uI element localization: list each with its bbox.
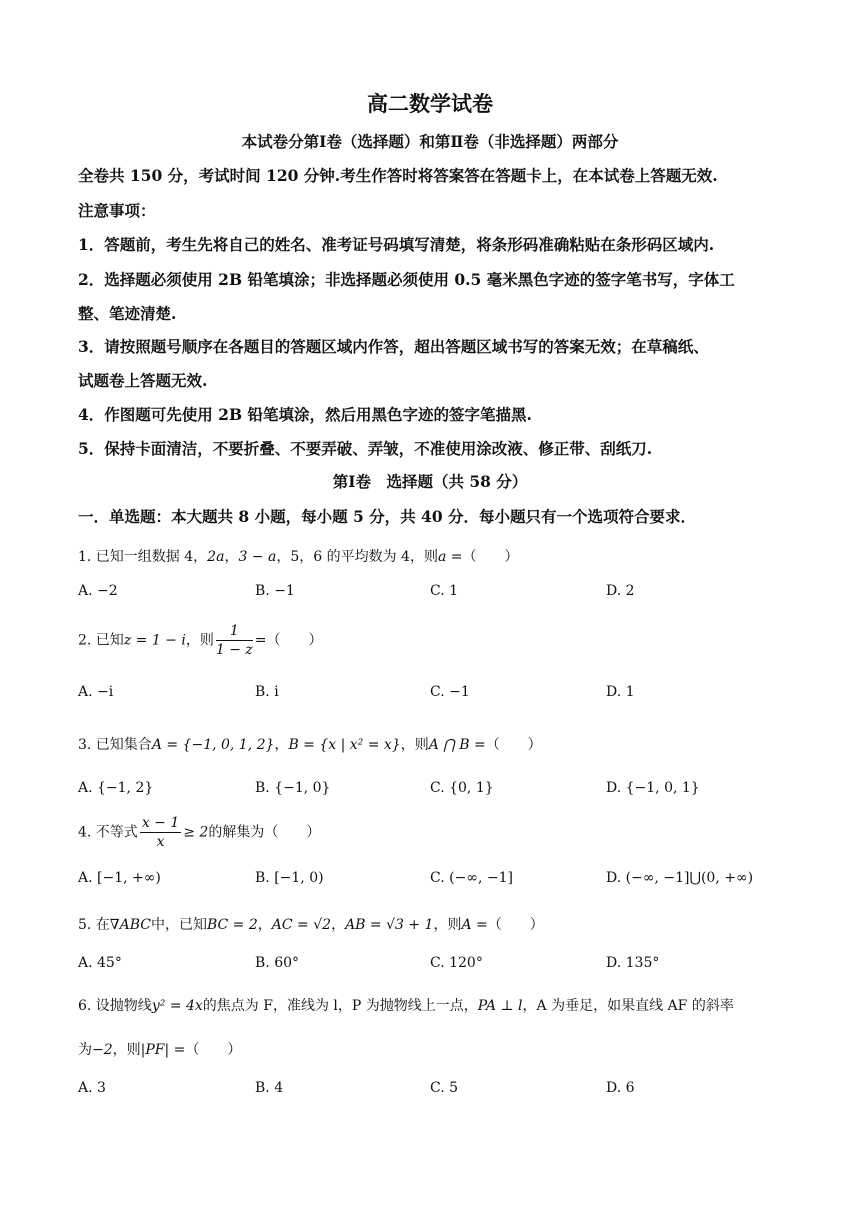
q6-math-3: −2 [92, 1042, 113, 1058]
q4-fraction-denominator: x [156, 834, 165, 850]
q2-option-b: B. i [255, 684, 279, 700]
q6-option-c: C. 5 [430, 1080, 459, 1096]
note-3-line2: 试题卷上答题无效. [78, 371, 208, 390]
q2-stem-b: ，则 [185, 632, 214, 649]
q6-stem-a: 6. 设抛物线 [78, 998, 152, 1014]
q5-math-5: A = [461, 917, 488, 933]
q5-option-a: A. 45° [78, 955, 122, 971]
q6-options [78, 1080, 790, 1102]
q5-option-c: C. 120° [430, 955, 483, 971]
q2-math-1: z = 1 − i [123, 632, 186, 649]
q1-option-c: C. 1 [430, 583, 459, 599]
question-6-line-2 [78, 1039, 790, 1059]
q1-stem-b: ，5，6 的平均数为 4，则 [276, 549, 438, 565]
question-3 [78, 734, 790, 754]
q4-option-d: D. (−∞, −1]⋃(0, +∞) [606, 870, 754, 886]
page-title: 高二数学试卷 [367, 91, 493, 116]
q2-option-c: C. −1 [430, 684, 470, 700]
q3-option-d: D. {−1, 0, 1} [606, 780, 700, 796]
note-5: 5．保持卡面清洁，不要折叠、不要弄破、弄皱，不准使用涂改液、修正带、刮纸刀. [78, 439, 653, 458]
note-1: 1．答题前，考生先将自己的姓名、准考证号码填写清楚，将条形码准确粘贴在条形码区域内. [78, 235, 715, 254]
q5-options [78, 955, 790, 977]
q4-stem-b: 的解集为（ ） [208, 824, 321, 841]
note-4: 4．作图题可先使用 2B 铅笔填涂，然后用黑色字迹的签字笔描黑. [78, 405, 532, 424]
q4-fraction [140, 814, 181, 851]
question-1 [78, 546, 790, 566]
q3-option-a: A. {−1, 2} [78, 780, 154, 796]
q5-math-2: BC = 2 [206, 917, 258, 933]
q3-sep-1: ， [274, 737, 289, 753]
q3-option-b: B. {−1, 0} [255, 780, 331, 796]
q3-stem-a: 3. 已知集合 [78, 737, 152, 753]
note-2-line1: 2．选择题必须使用 2B 铅笔填涂；非选择题必须使用 0.5 毫米黑色字迹的签字笔书写，字体工 [78, 270, 735, 289]
q1-sep-1: ， [224, 549, 239, 565]
q4-fraction-numerator: x − 1 [141, 815, 180, 831]
q1-options [78, 583, 790, 605]
question-4 [78, 814, 790, 851]
q5-option-d: D. 135° [606, 955, 660, 971]
q2-stem-c: =（ ） [254, 632, 323, 649]
q6-option-b: B. 4 [255, 1080, 284, 1096]
q4-option-c: C. (−∞, −1] [430, 870, 513, 886]
question-6-line-1 [78, 995, 790, 1015]
q1-math-2: 3 − a [238, 549, 277, 565]
page-subtitle: 本试卷分第Ⅰ卷（选择题）和第Ⅱ卷（非选择题）两部分 [241, 132, 619, 151]
q3-math-3: A ⋂ B = [428, 737, 486, 753]
q1-math-3: a = [437, 549, 463, 565]
q2-fraction-denominator: 1 − z [215, 642, 253, 658]
q4-stem-a: 4. 不等式 [78, 824, 138, 841]
q5-sep-1: ， [257, 917, 272, 933]
q5-option-b: B. 60° [255, 955, 300, 971]
note-3-line1: 3．请按照题号顺序在各题目的答题区域内作答，超出答题区域书写的答案无效；在草稿纸、 [78, 337, 709, 356]
note-2-line2: 整、笔迹清楚. [78, 304, 177, 323]
q4-option-b: B. [−1, 0) [255, 870, 324, 886]
q5-math-3: AC = √2 [271, 917, 332, 933]
q4-math-1: ≥ 2 [183, 824, 209, 841]
q5-stem-a: 5. 在∇ [78, 917, 120, 933]
q6-line2-c: （ ） [185, 1042, 242, 1058]
q3-math-1: A = {−1, 0, 1, 2} [151, 737, 275, 753]
notes-title: 注意事项： [78, 201, 156, 220]
q6-math-2: PA ⊥ l [477, 998, 523, 1014]
q6-option-a: A. 3 [78, 1080, 106, 1096]
question-5 [78, 914, 790, 934]
q1-stem-a: 1. 已知一组数据 4， [78, 549, 208, 565]
section-heading: 第Ⅰ卷 选择题（共 58 分） [332, 472, 528, 491]
q3-stem-b: ，则 [400, 737, 429, 753]
q6-line2-b: ，则 [112, 1042, 141, 1058]
q6-line2-a: 为 [78, 1042, 92, 1058]
q4-options [78, 870, 790, 892]
q1-option-b: B. −1 [255, 583, 295, 599]
q3-option-c: C. {0, 1} [430, 780, 494, 796]
q6-stem-c: ，A 为垂足，如果直线 AF 的斜率 [522, 998, 734, 1014]
q2-options [78, 684, 790, 706]
q5-stem-b: 中，已知 [150, 917, 207, 933]
q2-fraction-numerator: 1 [216, 622, 253, 641]
q3-math-2: B = {x | x² = x} [288, 737, 401, 753]
q2-fraction [216, 622, 253, 659]
part-1-instructions: 一．单选题：本大题共 8 小题，每小题 5 分，共 40 分．每小题只有一个选项符合要求． [78, 507, 697, 526]
q5-math-4: AB = √3 + 1 [345, 917, 434, 933]
q5-math-1: ABC [119, 917, 151, 933]
q3-options [78, 780, 790, 802]
q2-stem-a: 2. 已知 [78, 632, 124, 649]
q2-option-a: A. −i [78, 684, 114, 700]
q5-sep-2: ， [331, 917, 346, 933]
q1-math-1: 2a [207, 549, 225, 565]
q5-stem-c: ，则 [433, 917, 462, 933]
q6-math-1: y² = 4x [151, 998, 203, 1014]
q1-stem-c: （ ） [462, 549, 519, 565]
question-2 [78, 622, 790, 659]
q6-stem-b: 的焦点为 F，准线为 l，P 为抛物线上一点， [202, 998, 478, 1014]
q6-option-d: D. 6 [606, 1080, 635, 1096]
q5-stem-d: （ ） [487, 917, 544, 933]
q4-option-a: A. [−1, +∞) [78, 870, 161, 886]
q2-option-d: D. 1 [606, 684, 635, 700]
q1-option-a: A. −2 [78, 583, 118, 599]
intro-total: 全卷共 150 分，考试时间 120 分钟.考生作答时将答案答在答题卡上，在本试卷上答题无效. [78, 166, 718, 185]
q3-stem-c: （ ） [485, 737, 542, 753]
q1-option-d: D. 2 [606, 583, 635, 599]
q6-math-4: |PF| = [140, 1042, 186, 1058]
